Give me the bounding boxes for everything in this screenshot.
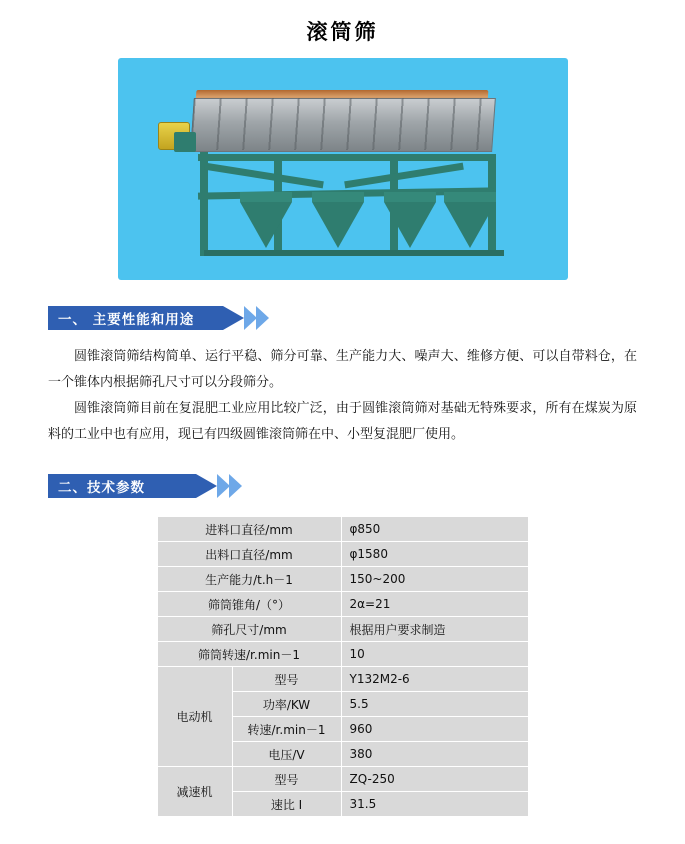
frame-base	[204, 250, 504, 256]
hopper-top	[444, 192, 496, 202]
performance-text	[48, 344, 637, 448]
frame-beam	[204, 163, 324, 189]
table-row	[157, 517, 528, 542]
table-row	[157, 617, 528, 642]
spec-value: φ850	[341, 517, 528, 542]
hopper-top	[384, 192, 436, 202]
spec-table-wrapper	[157, 516, 529, 817]
spec-key: 速比 I	[232, 792, 341, 817]
drum-rings	[190, 98, 494, 150]
section-header-specs	[48, 474, 196, 498]
spec-value: 根据用户要求制造	[341, 617, 528, 642]
spec-key: 筛孔尺寸/mm	[157, 617, 341, 642]
spec-key: 筛筒锥角/（°）	[157, 592, 341, 617]
frame-beam	[198, 154, 494, 161]
spec-key: 型号	[232, 667, 341, 692]
hopper-cone	[240, 202, 292, 248]
spec-value: 150~200	[341, 567, 528, 592]
spec-value: 960	[341, 717, 528, 742]
section-header-performance	[48, 306, 223, 330]
machine-illustration	[144, 80, 544, 262]
page-title: 滚筒筛	[306, 20, 379, 44]
spec-key: 进料口直径/mm	[157, 517, 341, 542]
spec-value: Y132M2-6	[341, 667, 528, 692]
hopper-top	[312, 192, 364, 202]
spec-value: φ1580	[341, 542, 528, 567]
table-row	[157, 567, 528, 592]
hopper-cone	[312, 202, 364, 248]
spec-key: 电压/V	[232, 742, 341, 767]
section-header-performance-label: 一、 主要性能和用途	[58, 312, 195, 328]
paragraph: 圆锥滚筒筛目前在复混肥工业应用比较广泛，由于圆锥滚筒筛对基础无特殊要求，所有在煤炭为原料的工业中也有应用，现已有四级圆锥滚筒筛在中、小型复混肥厂使用。	[48, 401, 637, 442]
table-row	[157, 667, 528, 692]
table-row	[157, 642, 528, 667]
chevron-right-icon	[256, 306, 269, 330]
spec-value: 10	[341, 642, 528, 667]
spec-value: 380	[341, 742, 528, 767]
hopper-cone	[384, 202, 436, 248]
hopper-top	[240, 192, 292, 202]
spec-value: 5.5	[341, 692, 528, 717]
frame-beam	[344, 163, 464, 189]
chevron-right-icon	[229, 474, 242, 498]
spec-group-label: 减速机	[157, 767, 232, 817]
spec-key: 功率/KW	[232, 692, 341, 717]
spec-value: 2α=21	[341, 592, 528, 617]
section-header-specs-label: 二、技术参数	[58, 480, 145, 496]
spec-key: 型号	[232, 767, 341, 792]
gearbox-icon	[174, 132, 196, 152]
spec-key: 生产能力/t.h－1	[157, 567, 341, 592]
spec-key: 转速/r.min－1	[232, 717, 341, 742]
spec-key: 出料口直径/mm	[157, 542, 341, 567]
spec-value: 31.5	[341, 792, 528, 817]
table-row	[157, 767, 528, 792]
table-row	[157, 542, 528, 567]
table-row	[157, 592, 528, 617]
spec-table	[157, 516, 529, 817]
paragraph: 圆锥滚筒筛结构简单、运行平稳、筛分可靠、生产能力大、噪声大、维修方便、可以自带料仓，在一个锥体内根据筛孔尺寸可以分段筛分。	[48, 349, 637, 390]
spec-group-label: 电动机	[157, 667, 232, 767]
spec-value: ZQ-250	[341, 767, 528, 792]
product-image	[118, 58, 568, 280]
hopper-cone	[444, 202, 496, 248]
spec-key: 筛筒转速/r.min－1	[157, 642, 341, 667]
